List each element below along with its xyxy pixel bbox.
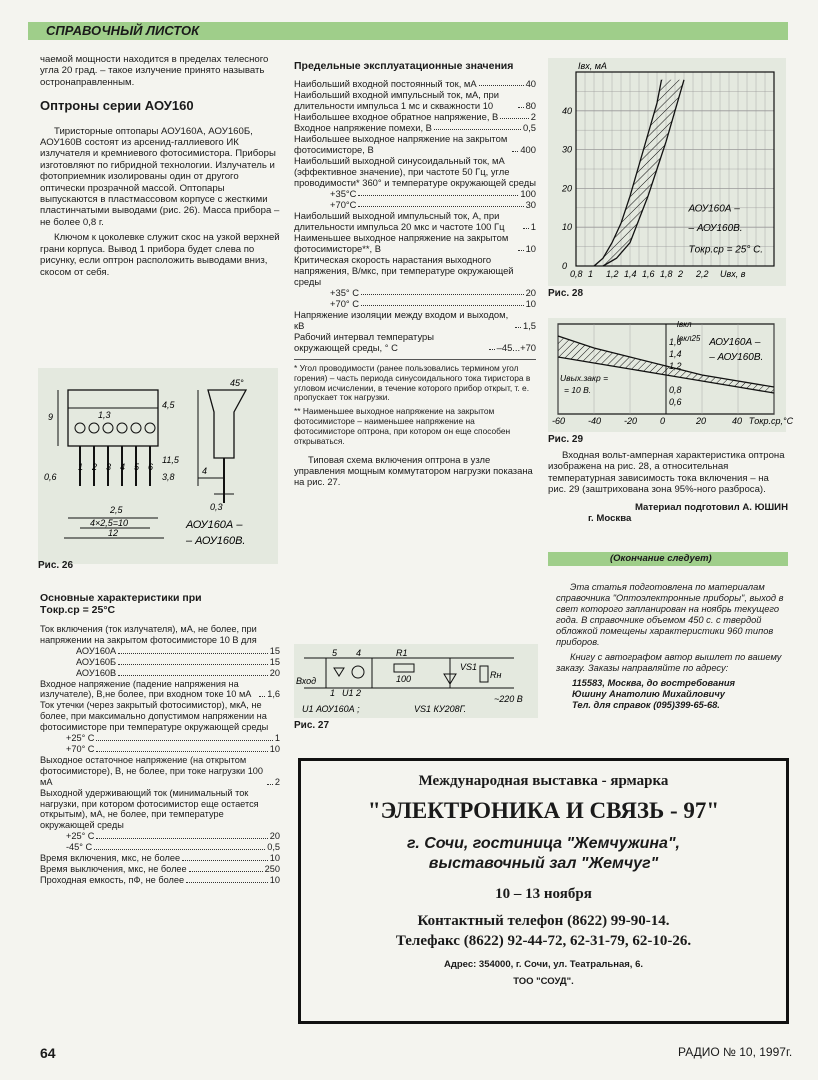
figure-28-caption: Рис. 28 [548, 288, 584, 299]
column-2 [294, 60, 536, 491]
note-p2: Книгу с автографом автор вышлет по вашему заказу. Заказы направляйте по адресу: [556, 652, 782, 673]
continued-bar [548, 552, 788, 566]
x-tick-label: 2 [678, 269, 684, 279]
spec-label: -45° С [66, 842, 93, 853]
leader-dots [118, 675, 268, 676]
rn-label: Rн [490, 670, 502, 680]
ad-phone: Контактный телефон (8622) 99-90-14. [417, 913, 670, 929]
article-heading: Оптроны серии АОУ160 [40, 98, 194, 114]
label-u2: = 10 В. [564, 385, 592, 395]
leader-dots [182, 860, 268, 861]
label-ivkl25: Iвкл25 [676, 333, 701, 343]
spec-value: 10 [269, 874, 280, 885]
label-a: АОУ160А – [709, 337, 761, 348]
input-label: Вход [296, 676, 317, 686]
spec-label: +70°С [330, 199, 357, 210]
spec-value: 2 [274, 776, 280, 787]
page-number: 64 [40, 1045, 56, 1061]
leader-dots [523, 228, 529, 229]
section-header [28, 22, 788, 40]
spec-value: 80 [525, 100, 536, 111]
leader-dots [96, 740, 272, 741]
footnote-1: * Угол проводимости (ранее пользовались термином угол горения) – часть периода синусоидального тока тиристора в угловом исчислении, в течение которого прибор открыт, т. е. пропускает ток нагрузки. [294, 363, 531, 403]
voltage-label: ~220 В [494, 694, 523, 704]
leader-dots [361, 305, 524, 306]
spec-value: 1,6 [267, 689, 280, 700]
figure-29-caption: Рис. 29 [548, 434, 584, 445]
pin-2: 2 [92, 462, 98, 472]
dim-0-3: 0,3 [210, 502, 223, 512]
chart-28 [548, 58, 786, 286]
pin-1: 1 [78, 462, 84, 472]
spec-row [40, 733, 280, 744]
leader-dots [434, 129, 521, 130]
spec-label: +70° С [66, 743, 95, 754]
leader-dots [515, 327, 521, 328]
pin-1: 1 [330, 688, 336, 698]
u1-label: U1 [342, 688, 354, 698]
leader-dots [489, 349, 495, 350]
spec-label: Наибольший выходной синусоидальный ток, мА (эффективное значение), при частоте 50 Гц, угле проводимости* 360° и температуре окружающей среды [294, 155, 536, 188]
spec-row [40, 788, 280, 832]
dim-0-6: 0,6 [44, 472, 57, 482]
dim-4: 4 [202, 466, 208, 476]
pin-4: 4 [356, 648, 362, 658]
spec-value: 10 [525, 298, 536, 309]
paragraph: Тиристорные оптопары АОУ160А, АОУ160Б, АОУ160В состоят из арсенид-галлиевого ИК излучателя и кремниевого фотосимистора. Приборы изготовляют по гибридной технологии. Излучатель и фотоприемник изолированы один от другого оптически прозрачной массой. Оптопары выпускаются в пластмассовом корпусе с жесткими пластинчатыми выводами (рис. 26). Масса прибора – не более 0,8 г. [40, 125, 280, 228]
leader-dots [118, 664, 268, 665]
ad-line-1: Международная выставка - ярмарка [418, 773, 669, 789]
pin-5: 5 [134, 462, 140, 472]
spec-label: Наибольшее входное обратное напряжение, В [294, 111, 499, 122]
y-tick-label: 0,6 [669, 397, 682, 407]
pin-5: 5 [332, 648, 338, 658]
figure-26 [38, 368, 278, 564]
y-tick-label: 1,4 [669, 349, 682, 359]
spec-value: 250 [264, 863, 280, 874]
y-tick-label: 0 [562, 261, 568, 271]
spec-row [40, 755, 280, 788]
spec-label: Наибольший входной импульсный ток, мА, при длительности импульса 1 мс и скважности 10 [294, 89, 500, 111]
spec-row [40, 700, 280, 733]
leader-dots [267, 784, 273, 785]
paragraph-scheme: Типовая схема включения оптрона в узле управления мощным коммутатором нагрузки показана на рис. 27. [294, 454, 533, 488]
spec-value: 40 [525, 78, 536, 89]
limits-title: Предельные эксплуатационные значения [294, 60, 514, 72]
characteristics [40, 592, 280, 886]
spec-label: АОУ160А [76, 645, 117, 656]
limits-list [294, 78, 536, 353]
author: Материал подготовил А. ЮШИН [634, 501, 788, 513]
fig26-label-2: – АОУ160В. [186, 535, 246, 547]
x-tick-label: -60 [552, 416, 566, 426]
city: г. Москва [588, 513, 632, 525]
issue-label: РАДИО № 10, 1997г. [678, 1045, 793, 1059]
leader-dots [500, 118, 528, 119]
dim-2-5: 2,5 [110, 505, 123, 515]
spec-label: Проходная емкость, пФ, не более [40, 874, 185, 885]
spec-row [294, 199, 536, 210]
label-ivkl: Iвкл [676, 320, 692, 329]
spec-label: Наименьшее выходное напряжение на закрытом фотосимисторе**, В [294, 232, 509, 254]
exhibition-ad [298, 758, 789, 1024]
pin-6: 6 [148, 462, 154, 472]
spec-value: 2 [530, 111, 536, 122]
vs1-label: VS1 [460, 662, 478, 672]
x-tick-label: -40 [588, 416, 602, 426]
leader-dots [96, 838, 267, 839]
y-tick-label: 0,8 [669, 385, 682, 395]
spec-value: 10 [269, 743, 280, 754]
x-tick-label: 20 [696, 416, 707, 426]
y-tick-label: 20 [562, 183, 573, 194]
spec-value: 0,5 [267, 842, 280, 853]
book-note [556, 582, 788, 711]
x-axis-label: Uвх, в [720, 269, 746, 279]
spec-row [40, 831, 280, 842]
dim-9: 9 [48, 412, 54, 422]
leader-dots [479, 85, 524, 86]
spec-label: Критическая скорость нарастания выходного напряжения, В/мкс, при температуре окружающей среды [294, 254, 514, 287]
dim-1-3: 1,3 [98, 410, 111, 420]
spec-value: 10 [525, 243, 536, 254]
spec-label: Ток утечки (через закрытый фотосимистор), мкА, не более, при максимально допустимом напряжении на фотосимисторе при температуре окружающей среды [40, 700, 269, 733]
x-tick-label: 1,6 [642, 269, 655, 279]
leader-dots [118, 653, 268, 654]
spec-label: Наибольшее выходное напряжение на закрытом фотосимисторе, В [294, 133, 508, 155]
figure-28 [548, 58, 786, 286]
chart-29 [548, 318, 794, 432]
x-tick-label: 1,4 [624, 269, 637, 279]
spec-value: 1 [274, 733, 280, 744]
pin-3: 3 [106, 462, 112, 472]
spec-label: Время включения, мкс, не более [40, 853, 181, 864]
footnote-2: ** Наименьшее выходное напряжение на закрытом фотосимисторе – наименьшее напряжение на фотосимисторе оптрона, при котором он еще способен открываться. [294, 406, 511, 446]
spec-label: Рабочий интервал температуры окружающей среды, ° С [294, 331, 434, 353]
y-tick-label: 10 [562, 222, 573, 233]
phone-line: Тел. для справок (095)399-65-68. [572, 700, 720, 710]
spec-row [40, 842, 280, 853]
spec-row [40, 668, 280, 679]
spec-row [294, 298, 536, 309]
dim-4-5: 4,5 [162, 400, 175, 410]
pin-2: 2 [356, 688, 362, 698]
spec-value: 15 [269, 656, 280, 667]
y-tick-label: 30 [562, 144, 573, 155]
x-tick-label: 2,2 [696, 269, 709, 279]
x-tick-label: 1 [588, 269, 594, 279]
address-line-2: Юшину Анатолию Михайловичу [572, 689, 725, 699]
spec-label: АОУ160Б [76, 656, 117, 667]
spec-value: –45...+70 [496, 342, 536, 353]
leader-dots [361, 294, 524, 295]
paragraph: Входная вольт-амперная характеристика оптрона изображена на рис. 28, а относительная температурная зависимость тока включения – на рис. 29 (заштрихована зона 95%-ного разброса). [548, 450, 785, 496]
spec-row [40, 657, 280, 668]
spec-value: 20 [269, 831, 280, 842]
spec-value: 1,5 [522, 320, 536, 331]
spec-value: 20 [525, 287, 536, 298]
spec-label: Наибольший выходной импульсный ток, А, при длительности импульса 20 мкс и частоте 100 Гц [294, 210, 505, 232]
section-title: СПРАВОЧНЫЙ ЛИСТОК [46, 23, 200, 38]
leader-dots [259, 696, 265, 697]
x-tick-label: 1,2 [606, 269, 619, 279]
spec-row [294, 254, 536, 287]
leader-dots [518, 250, 524, 251]
column-3 [548, 450, 788, 530]
dim-12: 12 [108, 528, 119, 538]
characteristics-temp: Tокр.ср = 25°C [40, 604, 116, 616]
ad-title: "ЭЛЕКТРОНИКА И СВЯЗЬ - 97" [367, 798, 720, 823]
annotation-2: – АОУ160В. [688, 223, 743, 235]
spec-value: 100 [520, 188, 536, 199]
leader-dots [512, 151, 518, 152]
dim-11-5: 11,5 [162, 455, 179, 465]
spec-label: Напряжение изоляции между входом и выходом, кВ [294, 309, 509, 331]
spec-label: Выходное остаточное напряжение (на открытом фотосимисторе), В, не более, при токе нагрузки 100 мА [40, 754, 264, 787]
x-tick-label: -20 [624, 416, 638, 426]
spec-row [40, 679, 280, 701]
x-tick-label: 40 [732, 416, 743, 426]
y-tick-label: 1,6 [669, 337, 682, 347]
spec-label: Выходной удерживающий ток (минимальный ток нагрузки, при котором фотосимистор еще остается открытым), мА, не более, при температуре окружающей среды [40, 787, 259, 831]
column-1 [40, 54, 280, 282]
spec-value: 15 [269, 645, 280, 656]
spec-row [40, 853, 280, 864]
spec-row [294, 331, 536, 353]
leader-dots [358, 206, 523, 207]
spec-label: Наибольший входной постоянный ток, мА [294, 78, 477, 89]
ad-dates: 10 – 13 ноября [495, 886, 592, 902]
spec-row [294, 309, 536, 331]
annotation-1: АОУ160А – [688, 203, 740, 215]
y-tick-label: 40 [562, 105, 573, 116]
spec-row [294, 210, 536, 232]
r1-label: R1 [396, 648, 408, 658]
dim-4x2-5: 4×2,5=10 [90, 518, 129, 528]
spec-row [294, 111, 536, 122]
spec-row [40, 864, 280, 875]
spec-value: 0,5 [522, 122, 536, 133]
footnotes [294, 359, 536, 446]
spec-row [294, 155, 536, 188]
fig26-label-1: АОУ160А – [186, 519, 243, 531]
spec-row [294, 78, 536, 89]
spec-label: +25° С [66, 831, 95, 842]
spec-row [294, 232, 536, 254]
spec-label: +35° С [330, 287, 360, 298]
x-tick-label: 0,8 [570, 269, 583, 279]
spec-row [40, 875, 280, 886]
spec-label: +35°С [330, 188, 357, 199]
leader-dots [96, 751, 267, 752]
leader-dots [189, 871, 263, 872]
annotation-3: Tокр.ср = 25° С. [688, 244, 764, 256]
note-p1: Эта статья подготовлена по материалам справочника "Оптоэлектронные приборы", выход в свет которого запланирован на ноябрь текущего года. В справочнике объемом 450 с. с твердой обложкой помещены характеристики 960 типов приборов. [556, 582, 784, 647]
paragraph: Ключом к цоколевке служит скос на узкой верхней грани корпуса. Вывод 1 прибора будет слева по рисунку, если оптрон расположить выводами вниз, скосом от себя. [40, 232, 280, 278]
package-drawing [38, 368, 278, 564]
spec-value: 400 [520, 144, 536, 155]
figure-27 [294, 644, 538, 718]
ad-venue-2: выставочный зал "Жемчуг" [428, 855, 659, 872]
label-b: – АОУ160В. [709, 352, 764, 363]
y-tick-label: 1,2 [669, 361, 682, 371]
figure-27-caption: Рис. 27 [294, 720, 330, 731]
leader-dots [186, 882, 268, 883]
spec-label: Входное напряжение (падение напряжения на излучателе), В,не более, при входном токе 10 мА [40, 678, 252, 700]
leader-dots [518, 107, 524, 108]
spec-row [40, 624, 280, 646]
spec-label: Время выключения, мкс, не более [40, 863, 187, 874]
characteristics-title: Основные характеристики при [40, 592, 202, 604]
ad-org: ТОО "СОУД". [513, 976, 574, 987]
ad-fax: Телефакс (8622) 92-44-72, 62-31-79, 62-10-26. [395, 933, 692, 949]
spec-label: Ток включения (ток излучателя), мА, не более, при напряжении на закрытом фотосимисторе 10 В для [40, 624, 257, 645]
label-u1: Uвых.закр = [560, 373, 609, 383]
characteristics-list [40, 624, 280, 886]
legend-u1: U1 АОУ160А ; [302, 704, 360, 714]
circuit-schematic [294, 644, 538, 718]
spec-label: +25° С [66, 733, 95, 744]
spec-value: 1 [530, 221, 536, 232]
spec-row [294, 89, 536, 111]
spec-row [40, 744, 280, 755]
x-tick-label: 0 [660, 416, 666, 426]
r1-value: 100 [396, 674, 412, 684]
legend-vs1: VS1 КУ208Г. [414, 704, 467, 714]
spec-label: +70° С [330, 298, 360, 309]
y-axis-label: Iвх, мА [578, 61, 607, 71]
spec-row [294, 188, 536, 199]
leader-dots [94, 849, 265, 850]
spec-value: 20 [269, 667, 280, 678]
x-tick-label: 1,8 [660, 269, 673, 279]
spec-label: Входное напряжение помехи, В [294, 122, 432, 133]
intro-text: чаемой мощности находится в пределах телесного угла 20 град. – такое излучение принято называть остронаправленным. [40, 54, 269, 88]
spec-row [294, 122, 536, 133]
continued-label: (Окончание следует) [610, 553, 712, 564]
spec-label: АОУ160В [76, 667, 117, 678]
ad-venue-1: г. Сочи, гостиница "Жемчужина", [407, 835, 680, 852]
spec-value: 10 [269, 853, 280, 864]
address-line-1: 115583, Москва, до востребования [572, 678, 735, 688]
spec-row [294, 133, 536, 155]
spec-value: 30 [525, 199, 536, 210]
pin-4: 4 [120, 462, 126, 472]
ad-address: Адрес: 354000, г. Сочи, ул. Театральная, 6. [443, 959, 643, 970]
spec-row [294, 287, 536, 298]
dim-3-8: 3,8 [162, 472, 175, 482]
x-axis-label: Tокр.ср,°С [748, 416, 794, 426]
figure-29 [548, 318, 794, 432]
leader-dots [358, 195, 518, 196]
dim-45: 45° [230, 378, 244, 388]
figure-26-caption: Рис. 26 [38, 560, 74, 571]
spec-row [40, 646, 280, 657]
